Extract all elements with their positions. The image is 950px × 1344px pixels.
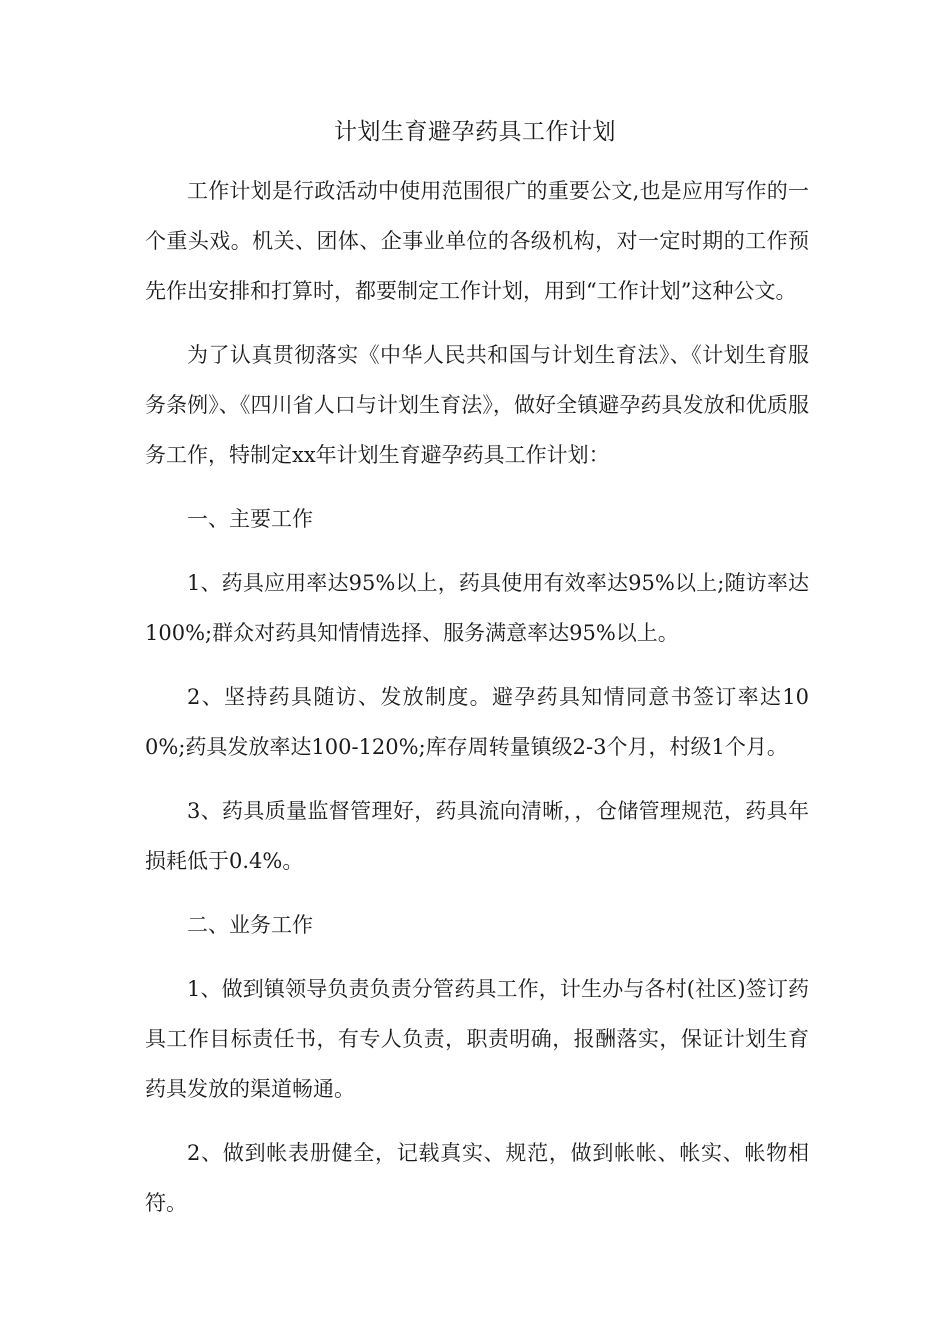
section-heading-business-work: 二、业务工作	[187, 913, 313, 937]
document-body	[145, 166, 809, 1242]
paragraph-business-work-2: 2、做到帐表册健全，记载真实、规范，做到帐帐、帐实、帐物相符。	[145, 1141, 809, 1215]
paragraph-intro: 工作计划是行政活动中使用范围很广的重要公文,也是应用写作的一个重头戏。机关、团体、企事业单位的各级机构，对一定时期的工作预先作出安排和打算时，都要制定工作计划，用到“工作计划”这种公文。	[145, 179, 809, 303]
paragraph-main-work-3: 3、药具质量监督管理好，药具流向清晰，，仓储管理规范，药具年损耗低于0.4%。	[145, 799, 809, 873]
paragraph-purpose: 为了认真贯彻落实《中华人民共和国与计划生育法》、《计划生育服务条例》、《四川省人口与计划生育法》，做好全镇避孕药具发放和优质服务工作，特制定xx年计划生育避孕药具工作计划：	[145, 343, 809, 467]
paragraph-main-work-2: 2、坚持药具随访、发放制度。避孕药具知情同意书签订率达100%;药具发放率达100-120%;库存周转量镇级2-3个月，村级1个月。	[145, 685, 809, 759]
paragraph-main-work-1: 1、药具应用率达95%以上，药具使用有效率达95%以上;随访率达100%;群众对药具知情情选择、服务满意率达95%以上。	[145, 571, 809, 645]
document-title: 计划生育避孕药具工作计划	[334, 119, 616, 145]
section-heading-main-work: 一、主要工作	[187, 507, 313, 531]
paragraph-business-work-1: 1、做到镇领导负责负责分管药具工作，计生办与各村(社区)签订药具工作目标责任书，有专人负责，职责明确，报酬落实，保证计划生育药具发放的渠道畅通。	[145, 977, 809, 1101]
